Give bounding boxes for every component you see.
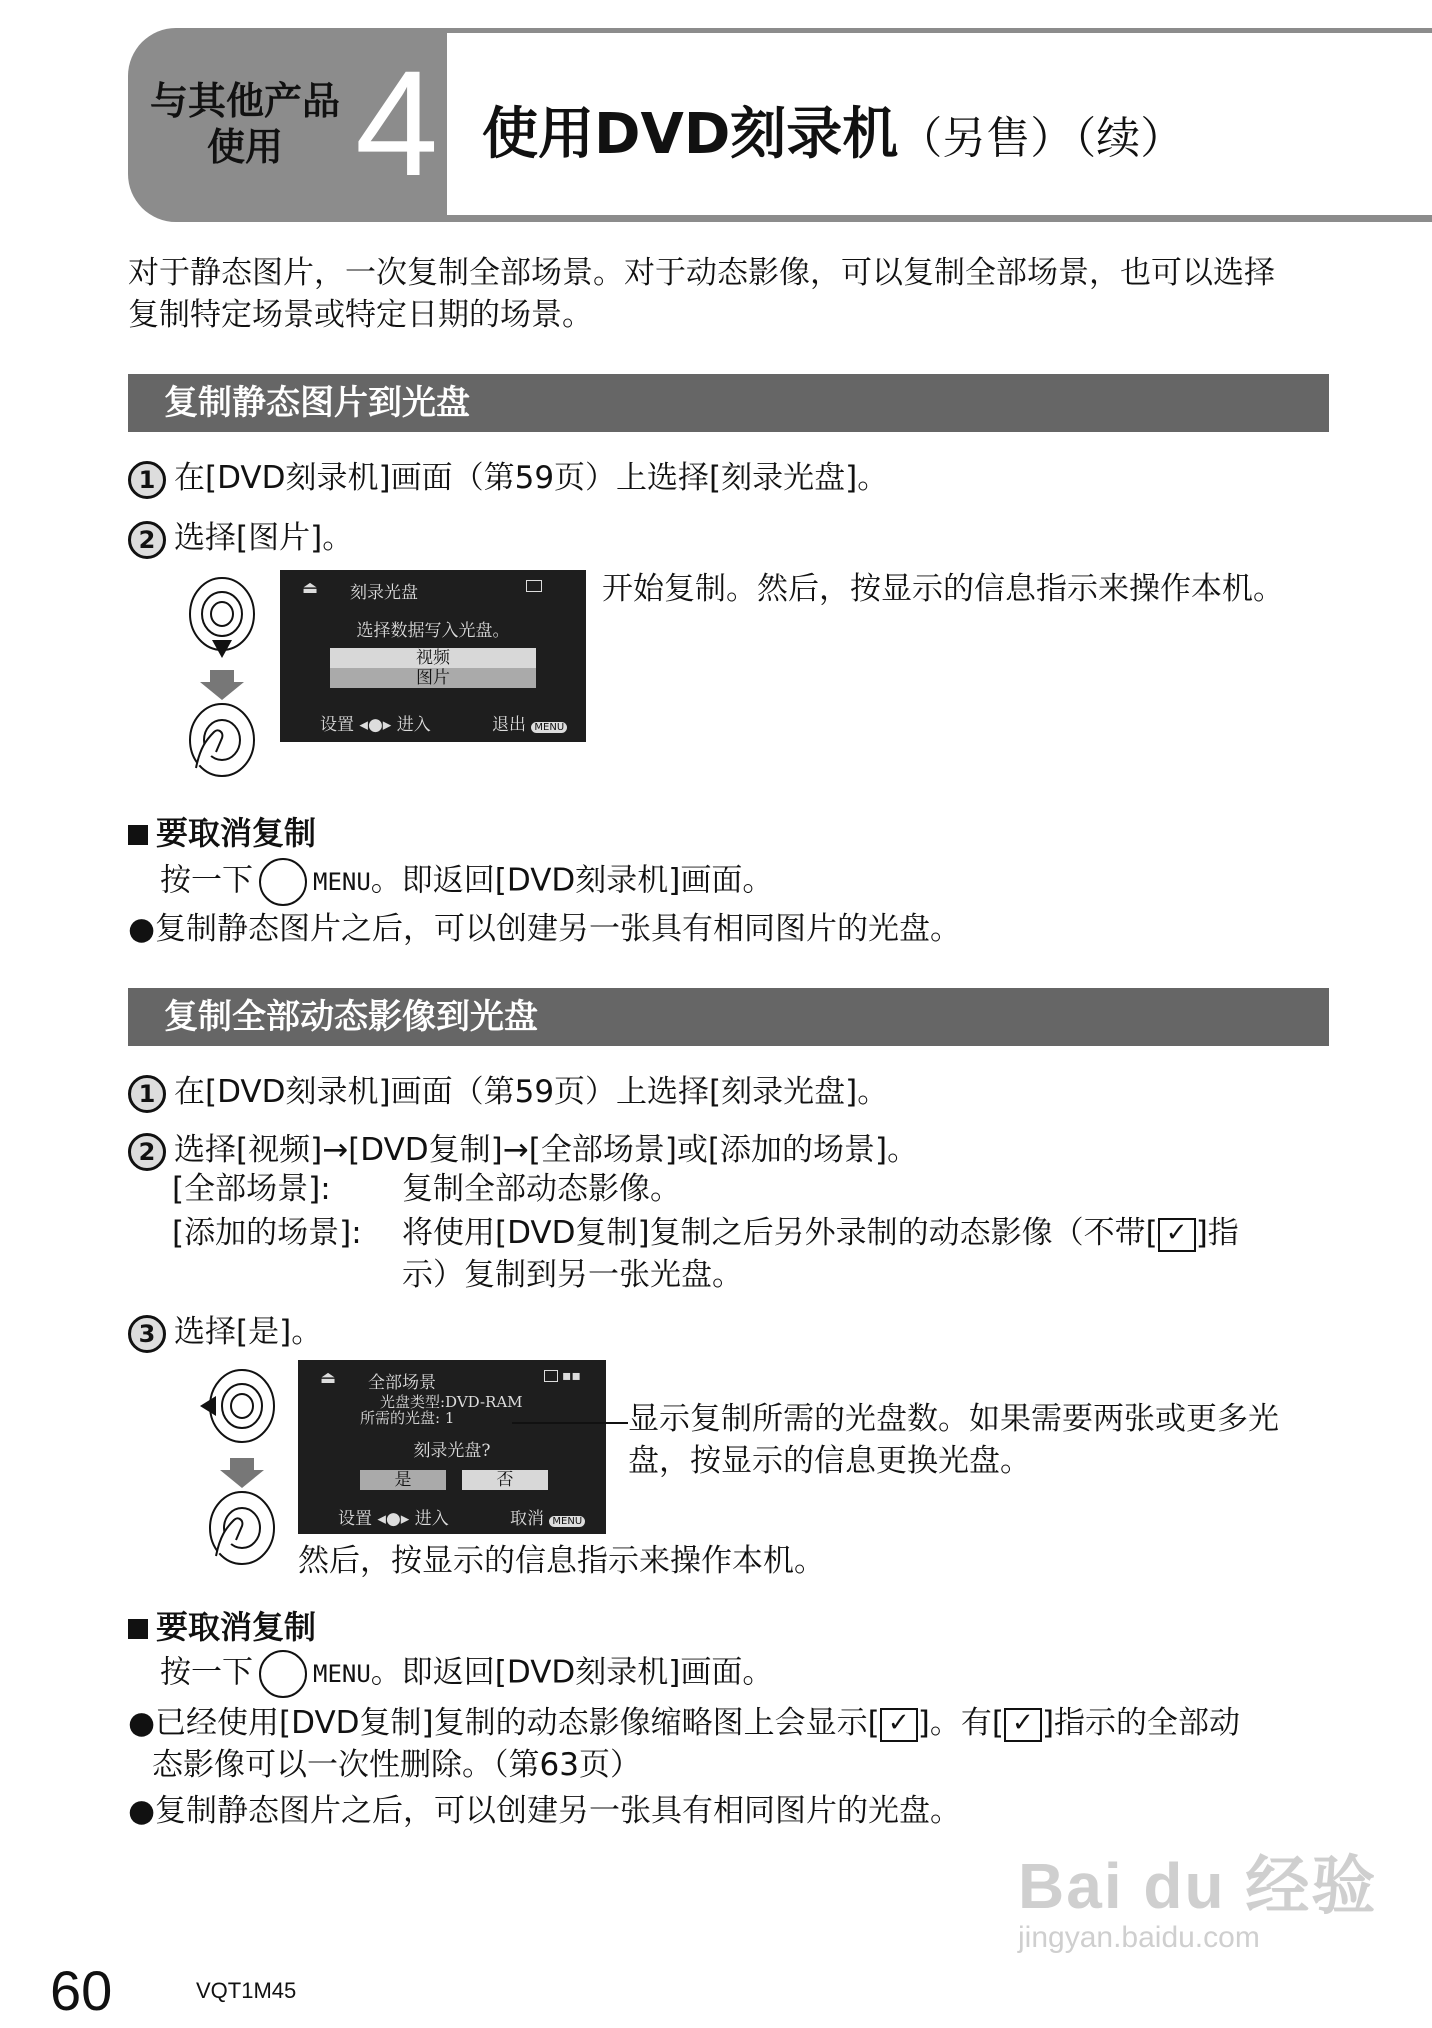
down-arrow-icon <box>200 670 244 700</box>
dvd-copied-check-icon: ✓ <box>1158 1218 1196 1252</box>
section1-bullet-1: ●复制静态图片之后，可以创建另一张具有相同图片的光盘。 <box>128 911 962 947</box>
intro-line-2: 复制特定场景或特定日期的场景。 <box>128 297 593 333</box>
section1-cancel-heading-text: 要取消复制 <box>156 814 317 852</box>
step-number-badge: 2 <box>128 1133 166 1171</box>
menu-button-icon <box>259 1650 307 1698</box>
disc-count-callout <box>628 1398 1279 1482</box>
lcd-screen-all-scenes <box>298 1360 606 1534</box>
section2-bullet-1 <box>128 1702 1240 1744</box>
step-number-badge: 1 <box>128 461 166 499</box>
section2-bullet-1-line2: 态影像可以一次性删除。（第63页） <box>152 1747 641 1783</box>
disc-type: 光盘类型:DVD-RAM <box>380 1393 523 1411</box>
page-title-main: 使用DVD刻录机 <box>482 102 899 167</box>
def2-term: [添加的场景]: <box>172 1215 362 1251</box>
screen-footer-right <box>492 710 567 735</box>
footer-enter-label: 进入 <box>396 715 431 735</box>
cancel-pre-text: 按一下 <box>160 1654 253 1691</box>
section2-cancel-heading <box>128 1602 316 1648</box>
footer-enter-label: 进入 <box>414 1509 449 1529</box>
section2-step3 <box>128 1312 322 1353</box>
screen-prompt: 选择数据写入光盘。 <box>356 621 510 641</box>
def2-desc-a: 将使用[DVD复制]复制之后另外录制的动态影像（不带[ <box>402 1215 1158 1251</box>
screen-footer-right <box>510 1504 585 1529</box>
cancel-post-text: 。即返回[DVD刻录机]画面。 <box>370 862 774 899</box>
square-bullet-icon <box>128 1619 148 1639</box>
def1-desc: 复制全部动态影像。 <box>402 1171 681 1207</box>
disc-needed: 所需的光盘: 1 <box>360 1409 455 1427</box>
joystick-small-icon: ◂●▸ <box>359 715 392 735</box>
menu-label: MENU <box>313 1660 371 1688</box>
card-icon <box>526 580 542 592</box>
callout-line-2: 盘，按显示的信息更换光盘。 <box>628 1443 1031 1479</box>
page-title-sub: （另售）（续） <box>898 113 1185 164</box>
chapter-category-line2: 使用 <box>206 125 283 169</box>
step-number-badge: 3 <box>128 1315 166 1353</box>
joystick-icon <box>200 1370 274 1442</box>
chapter-number: 4 <box>355 39 439 207</box>
footer-set-label: 设置 <box>320 715 354 735</box>
intro-line-1: 对于静态图片，一次复制全部场景。对于动态影像，可以复制全部场景，也可以选择 <box>128 255 1275 291</box>
down-arrow-icon <box>220 1458 264 1488</box>
menu-tag: MENU <box>531 722 567 733</box>
joystick-down-illustration <box>176 572 276 782</box>
section2-step2-text: 选择[视频]→[DVD复制]→[全部场景]或[添加的场景]。 <box>174 1132 919 1168</box>
callout-leader-line <box>512 1422 628 1424</box>
screen-title: 刻录光盘 <box>350 583 418 603</box>
section1-step2 <box>128 518 353 559</box>
def2-desc-line2: 示）复制到另一张光盘。 <box>402 1257 743 1293</box>
section1-heading: 复制静态图片到光盘 <box>128 374 1329 432</box>
screen-footer-left <box>320 710 431 735</box>
bullet1-part-a: ●已经使用[DVD复制]复制的动态影像缩略图上会显示[ <box>128 1705 880 1741</box>
eject-icon: ⏏ <box>302 578 319 598</box>
burn-question: 刻录光盘? <box>413 1441 491 1461</box>
section1-step1-text: 在[DVD刻录机]画面（第59页）上选择[刻录光盘]。 <box>174 460 889 496</box>
watermark-brand: Bai du 经验 <box>1018 1850 1378 1922</box>
page-number: 60 <box>50 1959 113 2022</box>
section1-cancel-heading <box>128 808 316 854</box>
section2-bullet-2: ●复制静态图片之后，可以创建另一张具有相同图片的光盘。 <box>128 1793 962 1829</box>
callout-line-1: 显示复制所需的光盘数。如果需要两张或更多光 <box>628 1401 1279 1437</box>
watermark <box>1018 1835 1377 1955</box>
menu-label: MENU <box>313 868 371 896</box>
dvd-copied-check-icon: ✓ <box>1004 1708 1042 1742</box>
menu-tag: MENU <box>549 1516 585 1527</box>
section2-cancel-heading-text: 要取消复制 <box>156 1608 317 1646</box>
definition-all-scenes <box>172 1168 681 1210</box>
video-icon: ▪▪ <box>562 1368 581 1384</box>
section2-step1 <box>128 1072 888 1113</box>
menu-button-icon <box>259 858 307 906</box>
section2-step1-text: 在[DVD刻录机]画面（第59页）上选择[刻录光盘]。 <box>174 1074 889 1110</box>
screen-footer-left <box>338 1504 449 1529</box>
bullet1-part-b: ]。有[ <box>917 1705 1004 1741</box>
joystick-small-icon: ◂●▸ <box>377 1509 410 1529</box>
yes-button[interactable]: 是 <box>360 1470 446 1490</box>
screen-title: 全部场景 <box>368 1373 436 1393</box>
def2-desc-b: ]指 <box>1195 1215 1239 1251</box>
chapter-category-line1: 与其他产品 <box>149 79 340 123</box>
joystick-press-icon <box>190 704 254 776</box>
card-icon <box>544 1370 558 1382</box>
section1-cancel-instruction <box>160 858 773 906</box>
section2-cancel-instruction <box>160 1650 773 1698</box>
chapter-category <box>140 78 350 170</box>
joystick-left-illustration <box>196 1360 296 1570</box>
option-photo[interactable]: 图片 <box>330 668 536 688</box>
bullet1-part-c: ]指示的全部动 <box>1041 1705 1241 1741</box>
watermark-url: jingyan.baidu.com <box>1018 1921 1260 1954</box>
option-video[interactable]: 视频 <box>330 648 536 668</box>
step-number-badge: 2 <box>128 521 166 559</box>
section1-step1 <box>128 458 888 499</box>
eject-icon: ⏏ <box>320 1368 337 1388</box>
after-screen-text: 然后，按显示的信息指示来操作本机。 <box>298 1543 825 1579</box>
cancel-post-text: 。即返回[DVD刻录机]画面。 <box>370 1654 774 1691</box>
def2-desc <box>402 1212 1239 1254</box>
footer-cancel-label: 取消 <box>510 1509 544 1529</box>
dvd-copied-check-icon: ✓ <box>880 1708 918 1742</box>
document-code: VQT1M45 <box>196 1978 297 2003</box>
footer-set-label: 设置 <box>338 1509 372 1529</box>
section2-step3-text: 选择[是]。 <box>174 1314 323 1350</box>
lcd-screen-burn-disc <box>280 570 586 742</box>
step-number-badge: 1 <box>128 1075 166 1113</box>
cancel-pre-text: 按一下 <box>160 862 253 899</box>
section2-step2 <box>128 1130 918 1171</box>
section1-screen-caption: 开始复制。然后，按显示的信息指示来操作本机。 <box>602 571 1284 607</box>
joystick-press-icon <box>210 1492 274 1564</box>
definition-added-scenes <box>172 1212 1239 1254</box>
no-button[interactable]: 否 <box>462 1470 548 1490</box>
footer-exit-label: 退出 <box>492 715 526 735</box>
def1-term: [全部场景]: <box>172 1171 331 1207</box>
joystick-icon <box>190 578 254 658</box>
page-title <box>482 90 1184 170</box>
section1-step2-text: 选择[图片]。 <box>174 520 354 556</box>
intro-paragraph <box>128 252 1275 336</box>
section2-heading: 复制全部动态影像到光盘 <box>128 988 1329 1046</box>
square-bullet-icon <box>128 825 148 845</box>
